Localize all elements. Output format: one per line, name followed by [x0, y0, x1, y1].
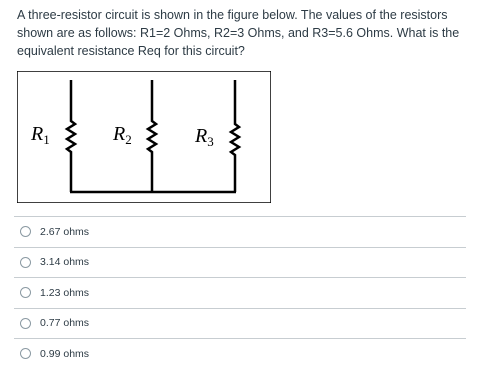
resistor-r1-branch [67, 80, 75, 192]
answer-option-label: 3.14 ohms [40, 256, 90, 269]
answer-option-label: 0.77 ohms [40, 317, 90, 330]
circuit-diagram [17, 71, 271, 203]
answer-option-label: 2.67 ohms [40, 225, 90, 238]
answer-option-2[interactable] [14, 247, 466, 278]
question-text: A three-resistor circuit is shown in the figure below. The values of the resistors shown are as follows: R1=2 Ohms, R2=3 Ohms, and R3=5.6 Ohms. What is the equivalent resistance Req for this circuit? [17, 8, 460, 58]
figure-border [17, 71, 271, 203]
answer-option-label: 1.23 ohms [40, 286, 90, 299]
radio-button[interactable] [20, 287, 31, 298]
answer-option-3[interactable] [14, 277, 466, 308]
radio-button[interactable] [20, 348, 31, 359]
resistor-r3-branch [231, 80, 239, 192]
answer-option-1[interactable] [14, 216, 466, 247]
answer-option-4[interactable] [14, 308, 466, 339]
label-r2: $R_2$ [113, 123, 132, 147]
radio-button[interactable] [20, 257, 31, 268]
resistor-r2-branch [148, 80, 156, 192]
answer-option-label: 0.99 ohms [40, 347, 90, 360]
answer-option-5[interactable] [14, 338, 466, 369]
label-r1: $R_1$ [31, 123, 50, 147]
label-r3: $R_3$ [195, 125, 214, 149]
radio-button[interactable] [20, 318, 31, 329]
radio-button[interactable] [20, 226, 31, 237]
answer-options [14, 216, 466, 369]
